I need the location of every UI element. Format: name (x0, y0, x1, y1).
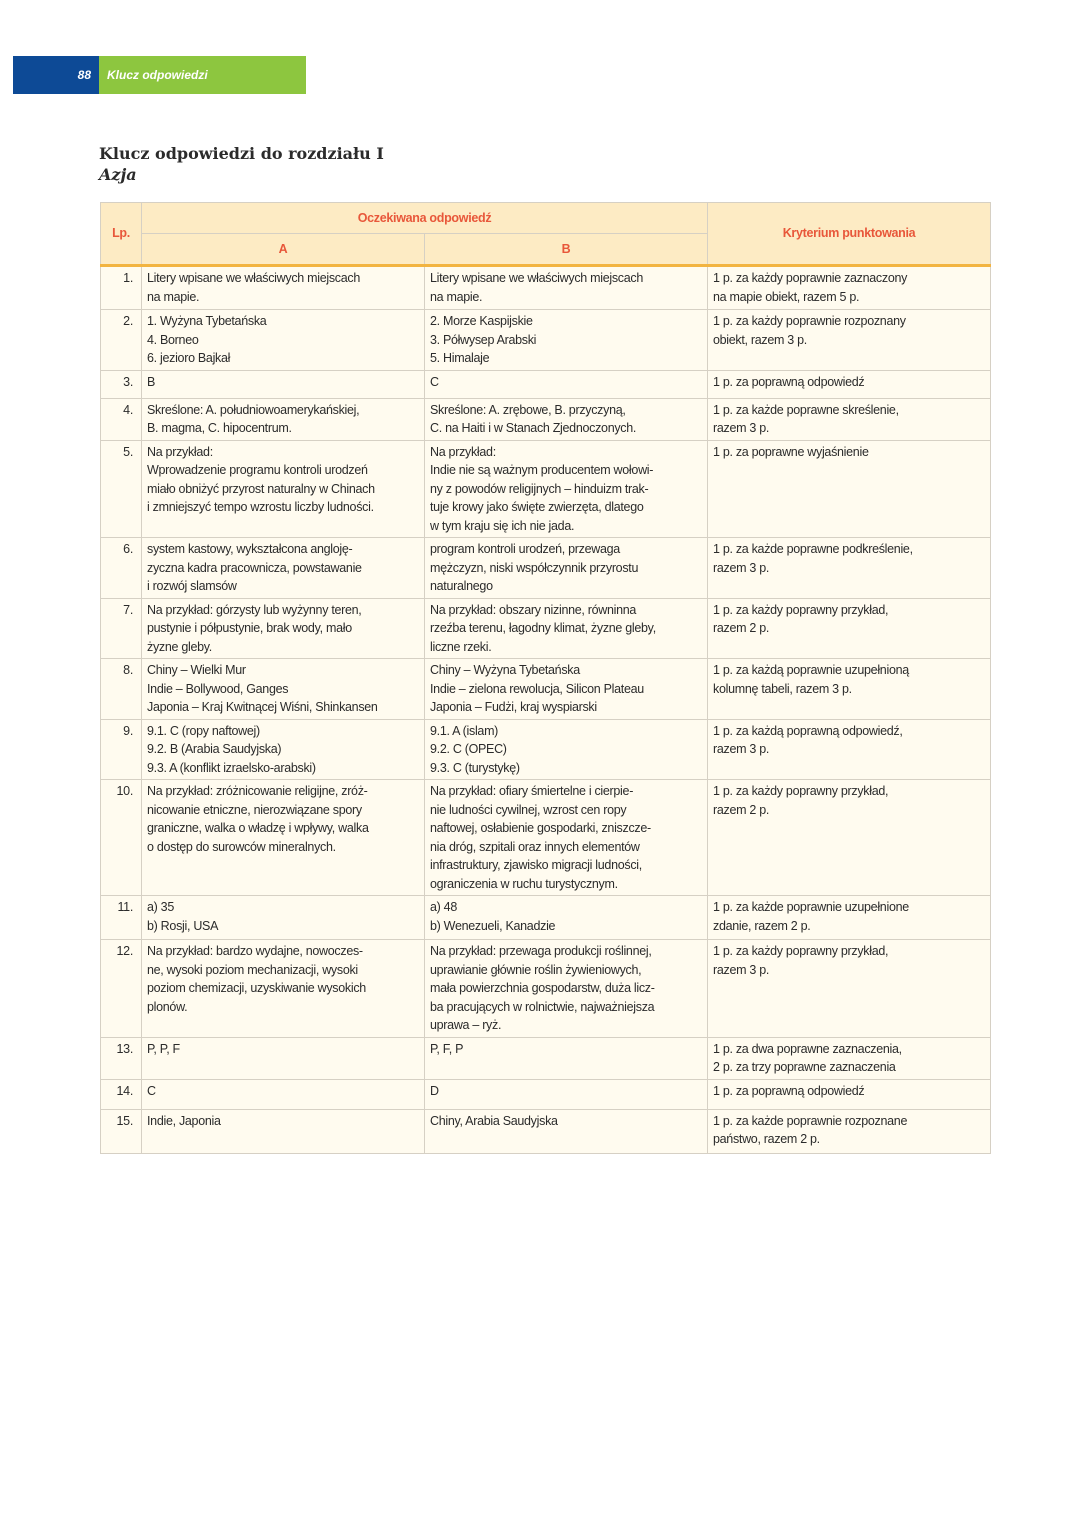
header-scoring-criteria: Kryterium punktowania (708, 203, 991, 266)
row-number: 4. (101, 398, 142, 440)
page-header-bar (13, 56, 306, 94)
answer-b-cell: Skreślone: A. zrębowe, B. przyczyną, C. na Haiti i w Stanach Zjednoczonych. (425, 398, 708, 440)
criteria-cell: 1 p. za każdą poprawną odpowiedź, razem 3 p. (708, 719, 991, 780)
table-row (101, 1079, 991, 1109)
answer-a-cell: P, P, F (142, 1037, 425, 1079)
answer-a-cell: B (142, 370, 425, 398)
table-row (101, 440, 991, 538)
table-row (101, 780, 991, 896)
answer-a-cell: 1. Wyżyna Tybetańska 4. Borneo 6. jezioro Bajkał (142, 310, 425, 371)
row-number: 9. (101, 719, 142, 780)
section-label: Klucz odpowiedzi (99, 56, 306, 94)
answer-a-cell: a) 35 b) Rosji, USA (142, 896, 425, 940)
answer-a-cell: 9.1. C (ropy naftowej) 9.2. B (Arabia Saudyjska) 9.3. A (konflikt izraelsko-arabski) (142, 719, 425, 780)
answer-b-cell: Na przykład: przewaga produkcji roślinnej, uprawianie głównie roślin żywieniowych, mała powierzchnia gospodarstw, duża licz- ba pracujących w rolnictwie, najważniejsza uprawa – ryż. (425, 940, 708, 1038)
answer-b-cell: C (425, 370, 708, 398)
row-number: 10. (101, 780, 142, 896)
header-column-a: A (142, 234, 425, 266)
criteria-cell: 1 p. za każde poprawnie uzupełnione zdanie, razem 2 p. (708, 896, 991, 940)
answer-b-cell: a) 48 b) Wenezueli, Kanadzie (425, 896, 708, 940)
answer-key-table (100, 202, 991, 1154)
answer-a-cell: Na przykład: zróżnicowanie religijne, zróż- nicowanie etniczne, nierozwiązane spory graniczne, walka o władzę i wpływy, walka o dostęp do surowców mineralnych. (142, 780, 425, 896)
criteria-cell: 1 p. za dwa poprawne zaznaczenia, 2 p. za trzy poprawne zaznaczenia (708, 1037, 991, 1079)
answer-a-cell: Skreślone: A. południowoamerykańskiej, B. magma, C. hipocentrum. (142, 398, 425, 440)
row-number: 13. (101, 1037, 142, 1079)
answer-a-cell: Na przykład: bardzo wydajne, nowoczes- ne, wysoki poziom mechanizacji, wysoki poziom chemizacji, uzyskiwanie wysokich plonów. (142, 940, 425, 1038)
table-row (101, 598, 991, 659)
answer-a-cell: Na przykład: górzysty lub wyżynny teren, pustynie i półpustynie, brak wody, mało żyzne gleby. (142, 598, 425, 659)
table-row (101, 940, 991, 1038)
answer-b-cell: Na przykład: ofiary śmiertelne i cierpie- nie ludności cywilnej, wzrost cen ropy naftowej, osłabienie gospodarki, zniszcze- nia dróg, szpitali oraz innych elementów infrastruktury, zjawisko migracji ludności, ograniczenia w ruchu turystycznym. (425, 780, 708, 896)
criteria-cell: 1 p. za każdy poprawnie zaznaczony na mapie obiekt, razem 5 p. (708, 266, 991, 310)
row-number: 12. (101, 940, 142, 1038)
criteria-cell: 1 p. za każdy poprawnie rozpoznany obiekt, razem 3 p. (708, 310, 991, 371)
table-row (101, 370, 991, 398)
header-column-b: B (425, 234, 708, 266)
criteria-cell: 1 p. za każdy poprawny przykład, razem 2 p. (708, 780, 991, 896)
criteria-cell: 1 p. za poprawne wyjaśnienie (708, 440, 991, 538)
header-lp: Lp. (101, 203, 142, 266)
answer-a-cell: Litery wpisane we właściwych miejscach na mapie. (142, 266, 425, 310)
page-subtitle: Azja (99, 165, 137, 184)
answer-a-cell: Chiny – Wielki Mur Indie – Bollywood, Ganges Japonia – Kraj Kwitnącej Wiśni, Shinkansen (142, 659, 425, 720)
row-number: 8. (101, 659, 142, 720)
answer-b-cell: program kontroli urodzeń, przewaga mężczyzn, niski współczynnik przyrostu naturalnego (425, 538, 708, 599)
table-row (101, 896, 991, 940)
header-expected-answer: Oczekiwana odpowiedź (142, 203, 708, 234)
answer-a-cell: Na przykład: Wprowadzenie programu kontroli urodzeń miało obniżyć przyrost naturalny w Chinach i zmniejszyć tempo wzrostu liczby ludności. (142, 440, 425, 538)
row-number: 2. (101, 310, 142, 371)
table-row (101, 538, 991, 599)
row-number: 14. (101, 1079, 142, 1109)
row-number: 5. (101, 440, 142, 538)
table-body (101, 266, 991, 1154)
answer-a-cell: system kastowy, wykształcona angloję- zyczna kadra pracownicza, powstawanie i rozwój slamsów (142, 538, 425, 599)
table-row (101, 310, 991, 371)
table-row (101, 1109, 991, 1153)
row-number: 1. (101, 266, 142, 310)
table-row (101, 719, 991, 780)
table-row (101, 659, 991, 720)
criteria-cell: 1 p. za poprawną odpowiedź (708, 1079, 991, 1109)
answer-b-cell: Na przykład: Indie nie są ważnym producentem wołowi- ny z powodów religijnych – hinduizm trak- tuje krowy jako święte zwierzęta, dlatego w tym kraju się ich nie jada. (425, 440, 708, 538)
answer-b-cell: 9.1. A (islam) 9.2. C (OPEC) 9.3. C (turystykę) (425, 719, 708, 780)
answer-b-cell: 2. Morze Kaspijskie 3. Półwysep Arabski 5. Himalaje (425, 310, 708, 371)
row-number: 6. (101, 538, 142, 599)
row-number: 7. (101, 598, 142, 659)
answer-b-cell: P, F, P (425, 1037, 708, 1079)
page-number: 88 (13, 56, 99, 94)
table-row (101, 266, 991, 310)
answer-b-cell: Chiny, Arabia Saudyjska (425, 1109, 708, 1153)
criteria-cell: 1 p. za każde poprawne skreślenie, razem 3 p. (708, 398, 991, 440)
criteria-cell: 1 p. za każde poprawne podkreślenie, razem 3 p. (708, 538, 991, 599)
criteria-cell: 1 p. za każdy poprawny przykład, razem 3 p. (708, 940, 991, 1038)
answer-b-cell: D (425, 1079, 708, 1109)
criteria-cell: 1 p. za każdy poprawny przykład, razem 2 p. (708, 598, 991, 659)
row-number: 15. (101, 1109, 142, 1153)
row-number: 3. (101, 370, 142, 398)
table-row (101, 1037, 991, 1079)
page-title: Klucz odpowiedzi do rozdziału I (99, 144, 384, 163)
answer-a-cell: Indie, Japonia (142, 1109, 425, 1153)
answer-b-cell: Na przykład: obszary nizinne, równinna rzeźba terenu, łagodny klimat, żyzne gleby, liczne rzeki. (425, 598, 708, 659)
criteria-cell: 1 p. za poprawną odpowiedź (708, 370, 991, 398)
answer-a-cell: C (142, 1079, 425, 1109)
row-number: 11. (101, 896, 142, 940)
criteria-cell: 1 p. za każde poprawnie rozpoznane państwo, razem 2 p. (708, 1109, 991, 1153)
criteria-cell: 1 p. za każdą poprawnie uzupełnioną kolumnę tabeli, razem 3 p. (708, 659, 991, 720)
answer-b-cell: Chiny – Wyżyna Tybetańska Indie – zielona rewolucja, Silicon Plateau Japonia – Fudżi, kraj wyspiarski (425, 659, 708, 720)
answer-b-cell: Litery wpisane we właściwych miejscach na mapie. (425, 266, 708, 310)
table-row (101, 398, 991, 440)
